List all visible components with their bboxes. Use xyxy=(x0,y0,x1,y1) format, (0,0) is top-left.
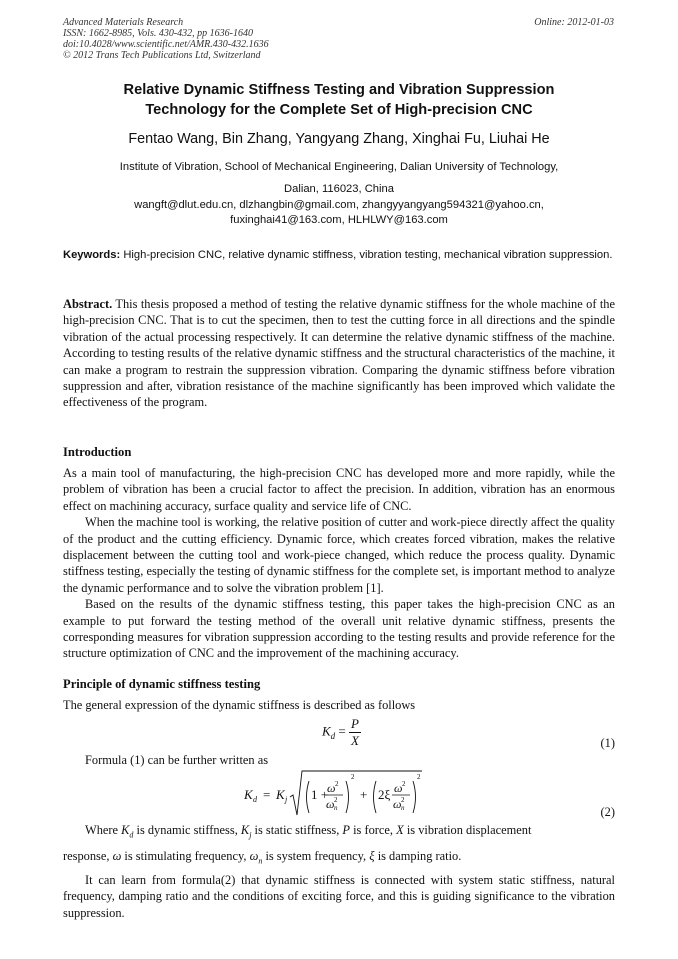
sym-omega: ω xyxy=(112,848,122,863)
eq2-paren-close-1 xyxy=(346,781,349,813)
equation-number-2: (2) xyxy=(600,805,615,819)
journal-header xyxy=(63,17,269,61)
paper-title xyxy=(63,80,615,120)
intro-paragraph-2: When the machine tool is working, the relative position of cutter and work-piece directly affect the quality of the product and the cutting efficiency. Dynamic force, which creates forced vibration, makes the relative displacement between the cutting tool and work-piece changed, which reduce the process quality. Dynamic stiffness testing, especially the testing of dynamic stiffness for the complete set, is important method to analyze the dynamic performance and to solve the vibration problem [1]. xyxy=(63,515,615,595)
where-text-f: response, xyxy=(63,848,110,863)
emails-line-2: fuxinghai41@163.com, HLHLWY@163.com xyxy=(230,214,448,226)
eq2-omega-den-2-sub: n xyxy=(401,804,405,812)
affiliation-line-2: Dalian, 116023, China xyxy=(284,183,394,195)
journal-name: Advanced Materials Research xyxy=(63,17,184,28)
intro-paragraph-3: Based on the results of the dynamic stiffness testing, this paper takes the high-precision CNC as an example to put forward the testing method of the overall unit relative dynamic stiffness, presents the corresponding measures for vibration suppression according to the testing results and provide reference for the structure optimization of CNC and the improvement of the machining accuracy. xyxy=(63,597,615,661)
keywords-text: High-precision CNC, relative dynamic stiffness, vibration testing, mechanical vibration suppression. xyxy=(123,249,613,261)
eq2-paren-open-2 xyxy=(374,781,377,813)
eq2-kd-sub: d xyxy=(253,795,257,804)
intro-paragraph-1: As a main tool of manufacturing, the high-precision CNC has developed more and more rapidly, while the problem of vibration has been a crucial factor to affect the precision. In addition, vibration has an enormous effect on machining accuracy, surface quality and service life of CNC. xyxy=(63,466,615,513)
keywords-label: Keywords: xyxy=(63,249,121,261)
symbol-definitions xyxy=(63,822,615,921)
eq1-numerator: P xyxy=(351,716,359,731)
issn-line: ISSN: 1662-8985, Vols. 430-432, pp 1636-1640 xyxy=(63,28,253,39)
where-line-1 xyxy=(63,822,615,844)
abstract xyxy=(63,296,615,411)
eq2-sq-2: 2 xyxy=(417,773,421,781)
sym-P: P xyxy=(342,823,350,837)
where-text-h: is system frequency, xyxy=(265,848,367,863)
where-text-d: is force, xyxy=(353,823,394,837)
equation-1 xyxy=(322,716,361,749)
eq2-omega-num-2: ω xyxy=(394,781,403,795)
eq2-omega-den-1-sq: 2 xyxy=(334,796,338,804)
where-text-a: Where xyxy=(85,823,119,837)
where-line-2 xyxy=(63,848,615,870)
eq1-lhs: K xyxy=(322,723,331,739)
affiliation xyxy=(63,156,615,200)
eq2-two-xi: 2ξ xyxy=(378,787,391,802)
conclusion-paragraph: It can learn from formula(2) that dynamic stiffness is connected with system static stiffness, natural frequency, damping ratio and the conditions of exciting force, and this is guiding significance to the vibration suppression. xyxy=(63,872,615,920)
eq2-omega-num-1-sq: 2 xyxy=(335,780,339,788)
eq2-omega-den-1: ω xyxy=(326,797,335,811)
eq2-paren-close-2 xyxy=(413,781,416,813)
title-line-1: Relative Dynamic Stiffness Testing and Vibration Suppression xyxy=(123,82,555,98)
where-text-c: is static stiffness, xyxy=(254,823,340,837)
eq2-omega-den-2: ω xyxy=(393,797,402,811)
sym-xi: ξ xyxy=(369,848,375,863)
eq1-equals: = xyxy=(338,723,346,739)
online-date: Online: 2012-01-03 xyxy=(534,17,614,28)
sym-X: X xyxy=(396,823,404,837)
sym-omega-n: ω xyxy=(249,848,259,863)
emails-line-1: wangft@dlut.edu.cn, dlzhangbin@gmail.com, zhangyyangyang594321@yahoo.cn, xyxy=(134,199,544,211)
keywords xyxy=(63,248,615,262)
title-line-2: Technology for the Complete Set of High-precision CNC xyxy=(145,102,533,118)
where-text-i: is damping ratio. xyxy=(377,848,462,863)
section-heading-introduction: Introduction xyxy=(63,445,132,459)
where-text-b: is dynamic stiffness, xyxy=(136,823,238,837)
abstract-text: This thesis proposed a method of testing the relative dynamic stiffness for the whole machine of the high-precision CNC. That is to cut the specimen, then to test the cutting force in all directions and the spindle vibration of the actual processing respectively. It can determine the relative dynamic stiffness of the machine. According to testing results of the relative dynamic stiffness and the structural characteristics of the machine, it can make a program to restrain the suppression vibration. Comparing the dynamic stiffness before vibration suppression and after, vibration resistance of the machine significantly has been improved which validate the effectiveness of the program. xyxy=(63,297,615,410)
author-list: Fentao Wang, Bin Zhang, Yangyang Zhang, Xinghai Fu, Liuhai He xyxy=(128,131,550,147)
eq2-kj: K xyxy=(276,787,285,802)
eq2-kd: K xyxy=(244,787,253,802)
sym-n-sub: n xyxy=(258,856,263,866)
sym-d-sub: d xyxy=(129,830,134,840)
affiliation-line-1: Institute of Vibration, School of Mechanical Engineering, Dalian University of Technology, xyxy=(119,161,559,173)
introduction-body xyxy=(63,465,615,662)
eq2-sq-1: 2 xyxy=(351,773,355,781)
eq1-lhs-sub: d xyxy=(330,731,336,742)
eq2-omega-den-1-sub: n xyxy=(334,804,338,812)
copyright-line: © 2012 Trans Tech Publications Ltd, Switzerland xyxy=(63,50,261,61)
where-text-g: is stimulating frequency, xyxy=(124,848,247,863)
eq2-paren-open-1 xyxy=(307,781,310,813)
doi-line: doi:10.4028/www.scientific.net/AMR.430-432.1636 xyxy=(63,39,269,50)
eq2-plus: + xyxy=(360,787,368,802)
sym-K-d: K xyxy=(121,823,130,837)
formula-intro: Formula (1) can be further written as xyxy=(85,753,269,767)
eq1-denominator: X xyxy=(351,733,359,748)
eq2-omega-num-1: ω xyxy=(327,781,336,795)
eq2-equals: = xyxy=(263,787,271,802)
sym-K-j: K xyxy=(240,823,250,837)
principle-intro xyxy=(63,697,615,713)
author-emails xyxy=(63,198,615,228)
equation-number-1: (1) xyxy=(600,736,615,750)
eq2-one-plus: 1 + xyxy=(311,787,329,802)
equation-2 xyxy=(244,769,444,819)
eq1-fraction xyxy=(349,716,361,749)
eq2-omega-num-2-sq: 2 xyxy=(402,780,406,788)
abstract-label: Abstract. xyxy=(63,297,113,311)
principle-intro-text: The general expression of the dynamic stiffness is described as follows xyxy=(63,698,416,712)
section-heading-principle: Principle of dynamic stiffness testing xyxy=(63,677,261,691)
eq2-kj-sub: j xyxy=(285,795,288,804)
eq2-omega-den-2-sq: 2 xyxy=(401,796,405,804)
where-text-e: is vibration displacement xyxy=(406,823,532,837)
sym-j-sub: j xyxy=(249,830,252,840)
